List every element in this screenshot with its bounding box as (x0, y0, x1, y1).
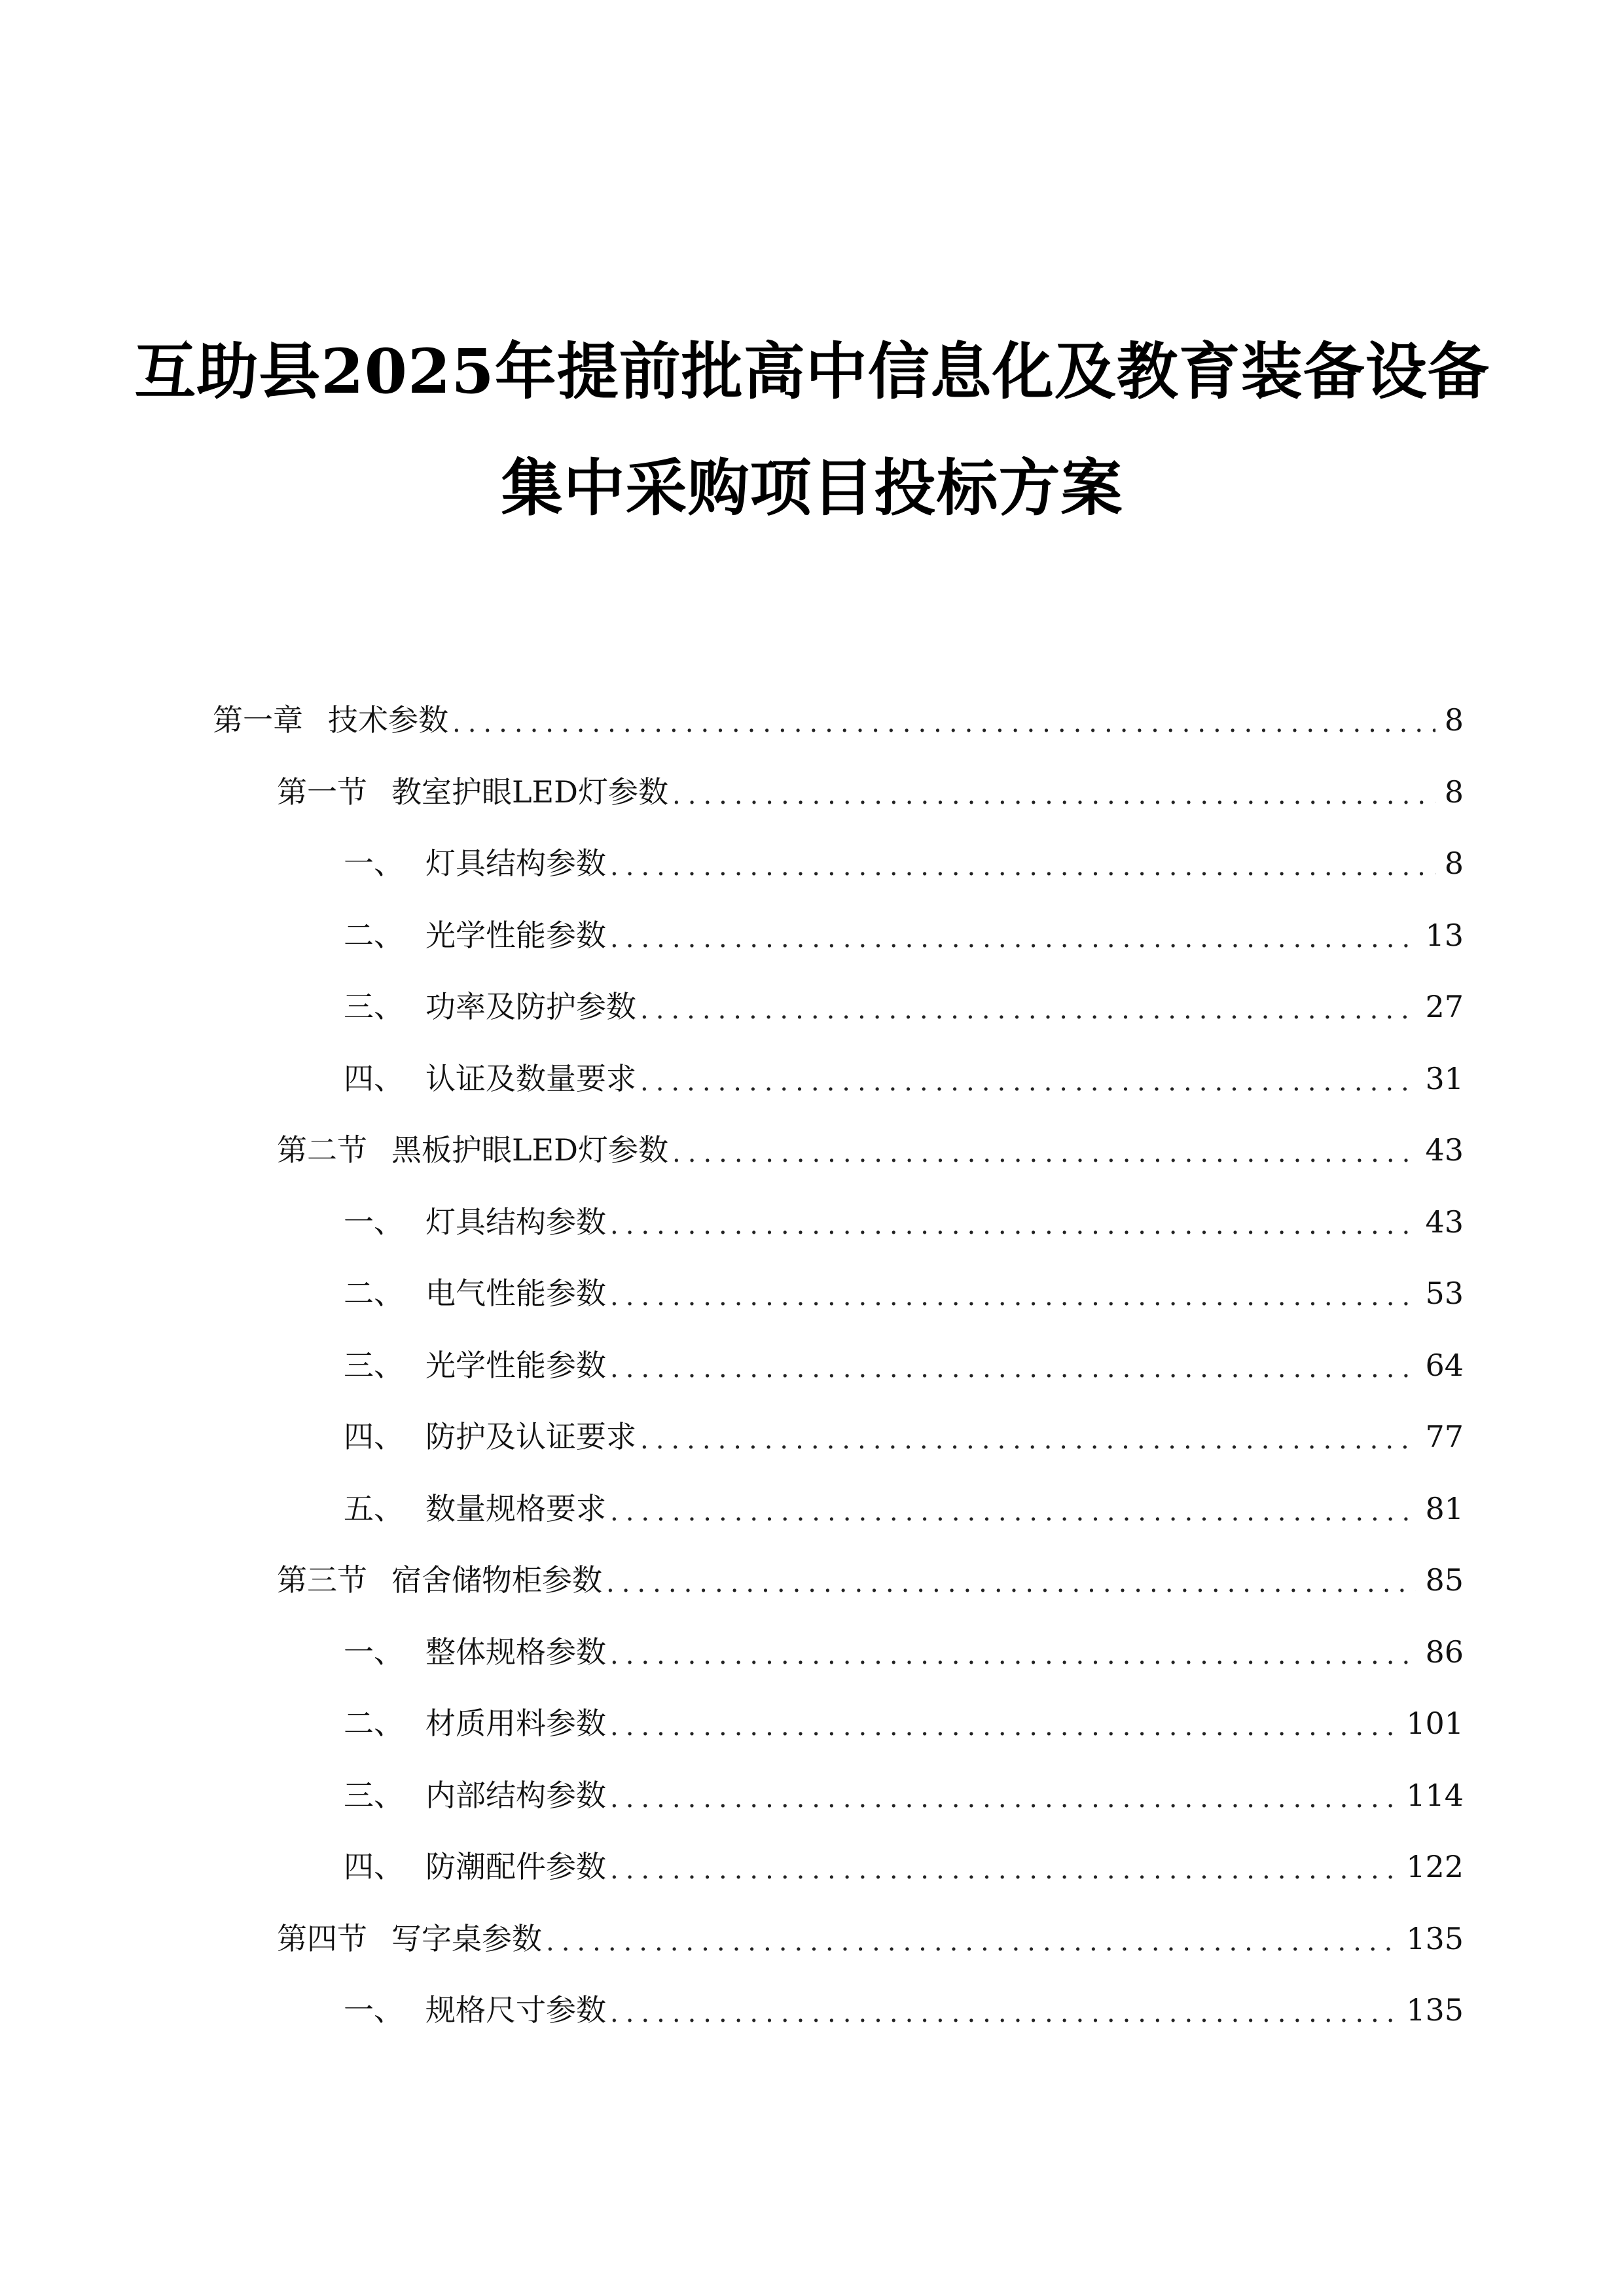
toc-entry[interactable] (277, 1906, 1464, 1958)
toc-entry[interactable] (213, 687, 1464, 740)
toc-dot-leader (610, 1704, 1397, 1743)
toc-entry-title: 光学性能参数 (425, 1347, 606, 1383)
toc-dot-leader (640, 987, 1416, 1026)
toc-entry-number: 三、 (344, 1347, 404, 1383)
toc-entry-page-number: 8 (1444, 702, 1464, 738)
toc-dot-leader (640, 1417, 1416, 1456)
toc-dot-leader (610, 1274, 1416, 1313)
toc-entry-number: 第四节 (277, 1920, 367, 1956)
toc-entry-page-number: 31 (1425, 1060, 1464, 1096)
toc-entry[interactable] (344, 1333, 1464, 1385)
toc-entry-number: 四、 (344, 1060, 404, 1096)
toc-entry-page-number: 114 (1406, 1777, 1464, 1813)
toc-dot-leader (610, 844, 1435, 883)
toc-entry-page-number: 77 (1425, 1419, 1464, 1454)
toc-entry-page-number: 13 (1425, 917, 1464, 953)
toc-entry-page-number: 8 (1444, 774, 1464, 810)
toc-entry-number: 三、 (344, 989, 404, 1024)
toc-entry-page-number: 122 (1406, 1849, 1464, 1884)
toc-entry-number: 四、 (344, 1849, 404, 1884)
toc-dot-leader (610, 1990, 1397, 2030)
toc-entry-title: 防护及认证要求 (425, 1419, 636, 1454)
toc-entry-page-number: 27 (1425, 989, 1464, 1024)
document-title-line-1: 互助县2025年提前批高中信息化及教育装备设备 (134, 336, 1490, 408)
toc-dot-leader (610, 1847, 1397, 1886)
toc-dot-leader (640, 1059, 1416, 1098)
toc-entry[interactable] (344, 1763, 1464, 1815)
toc-entry-number: 二、 (344, 917, 404, 953)
toc-entry-page-number: 86 (1425, 1634, 1464, 1670)
toc-dot-leader (610, 1632, 1416, 1672)
toc-dot-leader (546, 1919, 1397, 1958)
toc-entry[interactable] (277, 1117, 1464, 1170)
toc-dot-leader (610, 916, 1416, 955)
toc-dot-leader (610, 1346, 1416, 1385)
toc-entry-title: 认证及数量要求 (425, 1060, 636, 1096)
toc-entry-page-number: 135 (1406, 1992, 1464, 2028)
toc-entry[interactable] (344, 1691, 1464, 1743)
toc-entry-number: 第三节 (277, 1562, 367, 1598)
toc-entry-title: 教室护眼LED灯参数 (391, 774, 669, 810)
toc-dot-leader (610, 1489, 1416, 1528)
toc-entry-number: 二、 (344, 1706, 404, 1741)
toc-entry-title: 功率及防护参数 (425, 989, 636, 1024)
toc-entry-number: 四、 (344, 1419, 404, 1454)
toc-entry[interactable] (344, 1476, 1464, 1528)
toc-entry[interactable] (277, 759, 1464, 812)
toc-entry-number: 二、 (344, 1276, 404, 1311)
toc-entry-number: 一、 (344, 846, 404, 881)
toc-entry-page-number: 64 (1425, 1347, 1464, 1383)
toc-entry-title: 防潮配件参数 (425, 1849, 606, 1884)
toc-entry-title: 黑板护眼LED灯参数 (391, 1132, 669, 1168)
toc-entry-title: 内部结构参数 (425, 1777, 606, 1813)
toc-entry-number: 一、 (344, 1992, 404, 2028)
toc-dot-leader (610, 1202, 1416, 1242)
toc-entry[interactable] (344, 1977, 1464, 2030)
toc-entry-page-number: 43 (1425, 1132, 1464, 1168)
toc-dot-leader (452, 700, 1435, 740)
toc-entry-title: 整体规格参数 (425, 1634, 606, 1670)
toc-entry-page-number: 101 (1406, 1706, 1464, 1741)
toc-entry-title: 规格尺寸参数 (425, 1992, 606, 2028)
toc-entry-title: 宿舍储物柜参数 (391, 1562, 602, 1598)
toc-entry-number: 三、 (344, 1777, 404, 1813)
toc-entry-title: 电气性能参数 (425, 1276, 606, 1311)
toc-entry-number: 一、 (344, 1634, 404, 1670)
toc-entry[interactable] (344, 1189, 1464, 1242)
toc-dot-leader (672, 772, 1435, 812)
toc-entry[interactable] (344, 1404, 1464, 1456)
toc-entry[interactable] (344, 974, 1464, 1026)
toc-entry[interactable] (344, 1834, 1464, 1886)
toc-entry-title: 写字桌参数 (391, 1920, 542, 1956)
toc-entry-page-number: 135 (1406, 1920, 1464, 1956)
toc-entry[interactable] (344, 1619, 1464, 1672)
toc-dot-leader (606, 1560, 1416, 1600)
toc-entry[interactable] (344, 831, 1464, 883)
toc-entry-number: 第一章 (213, 702, 303, 738)
toc-entry-page-number: 43 (1425, 1204, 1464, 1240)
document-title-line-2: 集中采购项目投标方案 (501, 452, 1123, 524)
toc-entry-title: 数量规格要求 (425, 1490, 606, 1526)
toc-entry-title: 灯具结构参数 (425, 846, 606, 881)
toc-entry-number: 第二节 (277, 1132, 367, 1168)
toc-entry[interactable] (344, 903, 1464, 955)
toc-entry-title: 材质用料参数 (425, 1706, 606, 1741)
toc-dot-leader (672, 1130, 1416, 1170)
toc-entry-page-number: 85 (1425, 1562, 1464, 1598)
toc-entry-number: 第一节 (277, 774, 367, 810)
toc-entry-page-number: 8 (1444, 846, 1464, 881)
toc-entry-number: 五、 (344, 1490, 404, 1526)
toc-entry-title: 灯具结构参数 (425, 1204, 606, 1240)
toc-entry-title: 技术参数 (328, 702, 448, 738)
toc-entry-title: 光学性能参数 (425, 917, 606, 953)
toc-entry[interactable] (344, 1046, 1464, 1098)
toc-entry[interactable] (344, 1261, 1464, 1313)
toc-entry-page-number: 53 (1425, 1276, 1464, 1311)
toc-dot-leader (610, 1776, 1397, 1815)
toc-entry[interactable] (277, 1547, 1464, 1600)
toc-entry-page-number: 81 (1425, 1490, 1464, 1526)
toc-entry-number: 一、 (344, 1204, 404, 1240)
